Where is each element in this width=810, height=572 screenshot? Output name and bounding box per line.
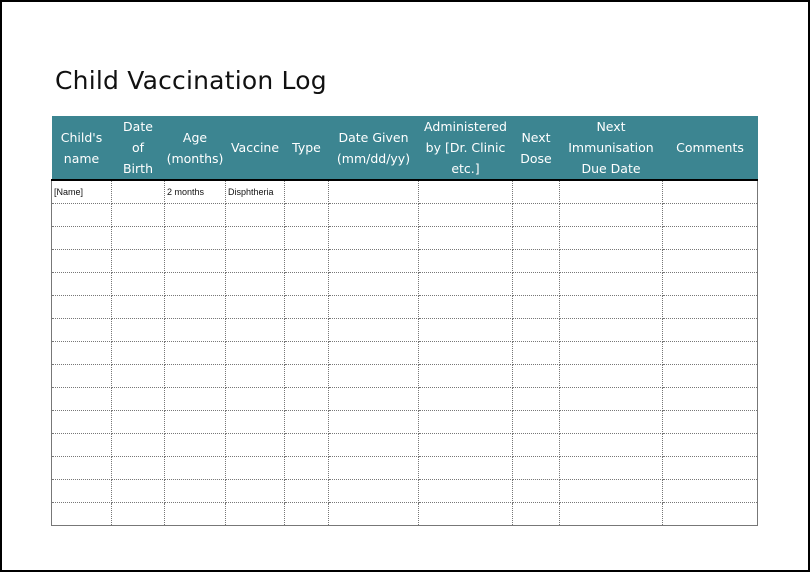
- header-date-of-birth: Date of Birth: [112, 116, 165, 180]
- cell-next-immunisation-due-date[interactable]: [560, 273, 663, 296]
- table-row: [52, 273, 758, 296]
- cell-age-months[interactable]: [165, 365, 226, 388]
- cell-date-of-birth[interactable]: [112, 342, 165, 365]
- cell-childs-name[interactable]: [52, 227, 112, 250]
- cell-type[interactable]: [285, 388, 329, 411]
- cell-age-months[interactable]: [165, 319, 226, 342]
- cell-age-months[interactable]: [165, 227, 226, 250]
- cell-age-months[interactable]: [165, 342, 226, 365]
- cell-type[interactable]: [285, 342, 329, 365]
- cell-administered-by[interactable]: [419, 503, 513, 526]
- cell-date-given[interactable]: [329, 342, 419, 365]
- cell-childs-name[interactable]: [52, 434, 112, 457]
- cell-date-given[interactable]: [329, 434, 419, 457]
- cell-type[interactable]: [285, 250, 329, 273]
- table-row: [52, 250, 758, 273]
- cell-age-months[interactable]: [165, 434, 226, 457]
- cell-date-given[interactable]: [329, 503, 419, 526]
- table-row: [52, 503, 758, 526]
- cell-comments[interactable]: [663, 296, 758, 319]
- cell-next-immunisation-due-date[interactable]: [560, 319, 663, 342]
- cell-comments[interactable]: [663, 319, 758, 342]
- cell-date-given[interactable]: [329, 457, 419, 480]
- cell-age-months[interactable]: [165, 503, 226, 526]
- table-row: [52, 411, 758, 434]
- cell-type[interactable]: [285, 319, 329, 342]
- header-comments: Comments: [663, 116, 758, 180]
- cell-date-of-birth[interactable]: [112, 434, 165, 457]
- cell-vaccine[interactable]: [226, 365, 285, 388]
- cell-next-dose[interactable]: [513, 457, 560, 480]
- cell-age-months[interactable]: [165, 388, 226, 411]
- cell-date-given[interactable]: [329, 180, 419, 204]
- cell-type[interactable]: [285, 180, 329, 204]
- cell-vaccine[interactable]: [226, 273, 285, 296]
- cell-vaccine[interactable]: [226, 480, 285, 503]
- header-next-dose: Next Dose: [513, 116, 560, 180]
- cell-next-dose[interactable]: [513, 296, 560, 319]
- cell-date-given[interactable]: [329, 388, 419, 411]
- cell-next-dose[interactable]: [513, 503, 560, 526]
- cell-childs-name[interactable]: [52, 388, 112, 411]
- cell-next-dose[interactable]: [513, 480, 560, 503]
- cell-comments[interactable]: [663, 480, 758, 503]
- cell-date-of-birth[interactable]: [112, 457, 165, 480]
- cell-administered-by[interactable]: [419, 204, 513, 227]
- cell-date-of-birth[interactable]: [112, 296, 165, 319]
- cell-comments[interactable]: [663, 388, 758, 411]
- cell-date-of-birth[interactable]: [112, 180, 165, 204]
- cell-age-months[interactable]: [165, 411, 226, 434]
- cell-next-dose[interactable]: [513, 180, 560, 204]
- cell-type[interactable]: [285, 411, 329, 434]
- cell-vaccine[interactable]: [226, 388, 285, 411]
- header-childs-name: Child's name: [52, 116, 112, 180]
- cell-type[interactable]: [285, 365, 329, 388]
- cell-vaccine[interactable]: [226, 411, 285, 434]
- cell-date-given[interactable]: [329, 273, 419, 296]
- cell-type[interactable]: [285, 296, 329, 319]
- cell-next-immunisation-due-date[interactable]: [560, 204, 663, 227]
- cell-date-of-birth[interactable]: [112, 227, 165, 250]
- cell-next-dose[interactable]: [513, 342, 560, 365]
- table-row: [52, 319, 758, 342]
- cell-date-given[interactable]: [329, 296, 419, 319]
- cell-comments[interactable]: [663, 273, 758, 296]
- cell-childs-name[interactable]: [52, 250, 112, 273]
- cell-next-immunisation-due-date[interactable]: [560, 342, 663, 365]
- cell-next-immunisation-due-date[interactable]: [560, 180, 663, 204]
- cell-date-given[interactable]: [329, 204, 419, 227]
- table-row: [52, 434, 758, 457]
- cell-type[interactable]: [285, 480, 329, 503]
- cell-age-months[interactable]: 2 months: [165, 180, 226, 204]
- cell-date-given[interactable]: [329, 227, 419, 250]
- cell-age-months[interactable]: [165, 250, 226, 273]
- cell-next-dose[interactable]: [513, 365, 560, 388]
- cell-date-of-birth[interactable]: [112, 204, 165, 227]
- header-age-months: Age (months): [165, 116, 226, 180]
- cell-comments[interactable]: [663, 342, 758, 365]
- cell-type[interactable]: [285, 434, 329, 457]
- cell-age-months[interactable]: [165, 480, 226, 503]
- cell-vaccine[interactable]: [226, 342, 285, 365]
- cell-administered-by[interactable]: [419, 250, 513, 273]
- table-row: [52, 227, 758, 250]
- header-date-given: Date Given (mm/dd/yy): [329, 116, 419, 180]
- cell-administered-by[interactable]: [419, 365, 513, 388]
- cell-administered-by[interactable]: [419, 434, 513, 457]
- cell-childs-name[interactable]: [52, 480, 112, 503]
- cell-age-months[interactable]: [165, 457, 226, 480]
- cell-comments[interactable]: [663, 204, 758, 227]
- cell-vaccine[interactable]: [226, 250, 285, 273]
- cell-childs-name[interactable]: [52, 319, 112, 342]
- cell-comments[interactable]: [663, 180, 758, 204]
- table-header-row: [52, 116, 758, 180]
- cell-comments[interactable]: [663, 503, 758, 526]
- cell-next-immunisation-due-date[interactable]: [560, 480, 663, 503]
- cell-type[interactable]: [285, 503, 329, 526]
- cell-childs-name[interactable]: [52, 273, 112, 296]
- header-type: Type: [285, 116, 329, 180]
- cell-next-immunisation-due-date[interactable]: [560, 503, 663, 526]
- cell-administered-by[interactable]: [419, 296, 513, 319]
- cell-date-of-birth[interactable]: [112, 480, 165, 503]
- table-row: [52, 365, 758, 388]
- table-row: [52, 480, 758, 503]
- cell-date-of-birth[interactable]: [112, 388, 165, 411]
- cell-childs-name[interactable]: [52, 204, 112, 227]
- cell-childs-name[interactable]: [52, 457, 112, 480]
- cell-next-dose[interactable]: [513, 227, 560, 250]
- cell-childs-name[interactable]: [52, 365, 112, 388]
- cell-next-immunisation-due-date[interactable]: [560, 365, 663, 388]
- cell-next-immunisation-due-date[interactable]: [560, 388, 663, 411]
- cell-vaccine[interactable]: [226, 319, 285, 342]
- header-next-immunisation-due-date: Next Immunisation Due Date: [560, 116, 663, 180]
- cell-vaccine[interactable]: [226, 204, 285, 227]
- cell-type[interactable]: [285, 457, 329, 480]
- cell-administered-by[interactable]: [419, 457, 513, 480]
- cell-administered-by[interactable]: [419, 342, 513, 365]
- table-row: [52, 342, 758, 365]
- table-body: [52, 180, 758, 526]
- cell-childs-name[interactable]: [52, 503, 112, 526]
- cell-administered-by[interactable]: [419, 273, 513, 296]
- cell-date-of-birth[interactable]: [112, 273, 165, 296]
- cell-next-dose[interactable]: [513, 319, 560, 342]
- cell-vaccine[interactable]: [226, 227, 285, 250]
- cell-type[interactable]: [285, 227, 329, 250]
- cell-date-of-birth[interactable]: [112, 411, 165, 434]
- cell-vaccine[interactable]: [226, 457, 285, 480]
- table-row: [52, 388, 758, 411]
- cell-next-dose[interactable]: [513, 411, 560, 434]
- cell-vaccine[interactable]: [226, 296, 285, 319]
- cell-next-immunisation-due-date[interactable]: [560, 296, 663, 319]
- cell-administered-by[interactable]: [419, 227, 513, 250]
- cell-comments[interactable]: [663, 365, 758, 388]
- cell-next-dose[interactable]: [513, 204, 560, 227]
- header-vaccine: Vaccine: [226, 116, 285, 180]
- table-row: [52, 296, 758, 319]
- table-row: [52, 180, 758, 204]
- cell-vaccine[interactable]: [226, 503, 285, 526]
- cell-date-of-birth[interactable]: [112, 250, 165, 273]
- cell-next-immunisation-due-date[interactable]: [560, 434, 663, 457]
- cell-comments[interactable]: [663, 411, 758, 434]
- header-administered-by: Administered by [Dr. Clinic etc.]: [419, 116, 513, 180]
- cell-childs-name[interactable]: [Name]: [52, 180, 112, 204]
- cell-date-given[interactable]: [329, 365, 419, 388]
- cell-age-months[interactable]: [165, 273, 226, 296]
- cell-next-immunisation-due-date[interactable]: [560, 457, 663, 480]
- table-row: [52, 457, 758, 480]
- cell-date-given[interactable]: [329, 480, 419, 503]
- cell-age-months[interactable]: [165, 296, 226, 319]
- cell-administered-by[interactable]: [419, 319, 513, 342]
- cell-type[interactable]: [285, 204, 329, 227]
- cell-next-immunisation-due-date[interactable]: [560, 227, 663, 250]
- cell-type[interactable]: [285, 273, 329, 296]
- page-title: Child Vaccination Log: [55, 66, 327, 95]
- cell-vaccine[interactable]: Disphtheria: [226, 180, 285, 204]
- cell-vaccine[interactable]: [226, 434, 285, 457]
- cell-comments[interactable]: [663, 250, 758, 273]
- cell-administered-by[interactable]: [419, 180, 513, 204]
- cell-date-of-birth[interactable]: [112, 503, 165, 526]
- cell-administered-by[interactable]: [419, 388, 513, 411]
- cell-comments[interactable]: [663, 434, 758, 457]
- cell-age-months[interactable]: [165, 204, 226, 227]
- cell-date-given[interactable]: [329, 411, 419, 434]
- cell-next-dose[interactable]: [513, 434, 560, 457]
- cell-next-dose[interactable]: [513, 250, 560, 273]
- cell-next-immunisation-due-date[interactable]: [560, 411, 663, 434]
- cell-next-immunisation-due-date[interactable]: [560, 250, 663, 273]
- cell-administered-by[interactable]: [419, 480, 513, 503]
- vaccination-log-table: [51, 116, 758, 526]
- cell-comments[interactable]: [663, 227, 758, 250]
- cell-next-dose[interactable]: [513, 273, 560, 296]
- cell-childs-name[interactable]: [52, 411, 112, 434]
- cell-date-given[interactable]: [329, 319, 419, 342]
- cell-administered-by[interactable]: [419, 411, 513, 434]
- cell-date-of-birth[interactable]: [112, 365, 165, 388]
- cell-childs-name[interactable]: [52, 342, 112, 365]
- cell-date-of-birth[interactable]: [112, 319, 165, 342]
- table-row: [52, 204, 758, 227]
- cell-next-dose[interactable]: [513, 388, 560, 411]
- cell-comments[interactable]: [663, 457, 758, 480]
- cell-date-given[interactable]: [329, 250, 419, 273]
- cell-childs-name[interactable]: [52, 296, 112, 319]
